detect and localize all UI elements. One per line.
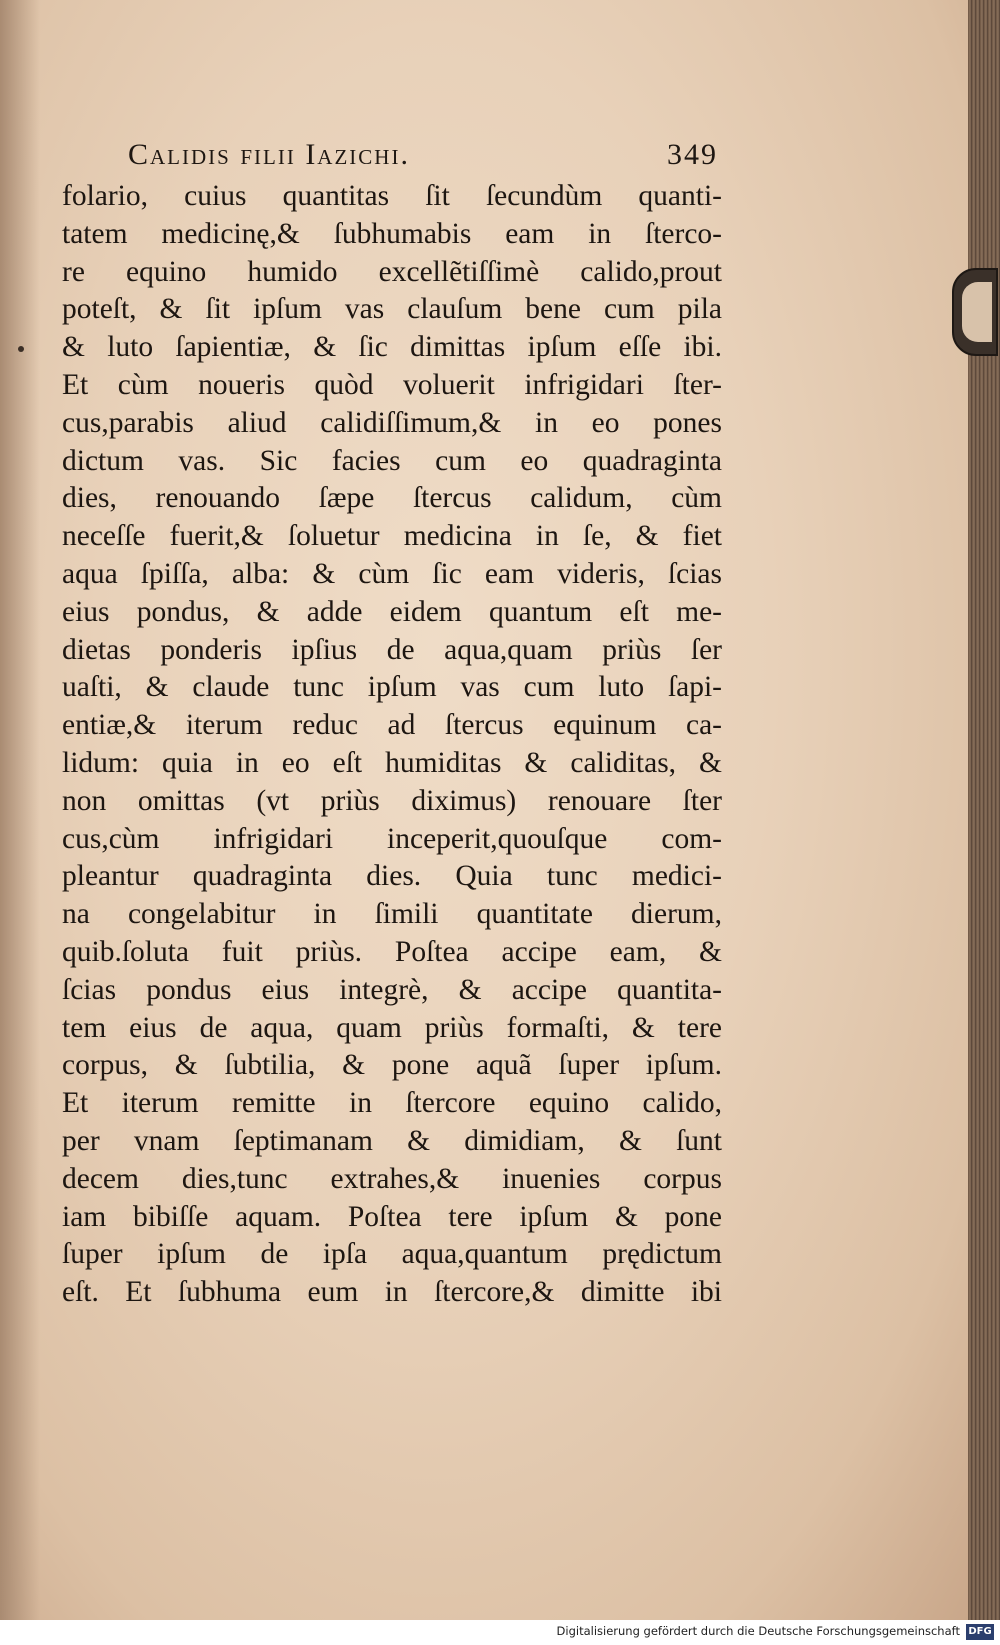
text-line: re equino humido excellẽtiſſimè calido,prout <box>62 255 722 288</box>
text-line: non omittas (vt priùs diximus) renouare ſter <box>62 784 722 817</box>
text-line: cus,cùm infrigidari inceperit,quouſque com- <box>62 822 722 855</box>
gutter-shadow <box>0 0 40 1620</box>
text-line: quib.ſoluta fuit priùs. Poſtea accipe eam, & <box>62 935 722 968</box>
text-line: na congelabitur in ſimili quantitate dierum, <box>62 898 722 931</box>
text-line: & luto ſapientiæ, & ſic dimittas ipſum eſſe ibi. <box>62 331 722 364</box>
text-line: corpus, & ſubtilia, & pone aquã ſuper ipſum. <box>62 1049 722 1082</box>
text-line: tatem medicinę,& ſubhumabis eam in ſterco- <box>62 217 722 250</box>
text-line: Et iterum remitte in ſtercore equino calido, <box>62 1087 722 1120</box>
text-line: iam bibiſſe aquam. Poſtea tere ipſum & pone <box>62 1200 722 1233</box>
text-line: pleantur quadraginta dies. Quia tunc medici- <box>62 860 722 893</box>
text-line: lidum: quia in eo eſt humiditas & caliditas, & <box>62 746 722 779</box>
text-line: uaſti, & claude tunc ipſum vas cum luto ſapi- <box>62 671 722 704</box>
text-line: neceſſe fuerit,& ſoluetur medicina in ſe, & fiet <box>62 520 722 553</box>
text-line: eius pondus, & adde eidem quantum eſt me- <box>62 595 722 628</box>
body-text <box>62 178 722 1312</box>
digitization-credit: Digitalisierung gefördert durch die Deutsche Forschungsgemeinschaft <box>556 1624 960 1638</box>
text-line: dictum vas. Sic facies cum eo quadraginta <box>62 444 722 477</box>
text-line: aqua ſpiſſa, alba: & cùm ſic eam videris, ſcias <box>62 557 722 590</box>
text-line: ſcias pondus eius integrè, & accipe quantita- <box>62 973 722 1006</box>
footer-bar <box>0 1620 1000 1645</box>
text-line: cus,parabis aliud calidiſſimum,& in eo pones <box>62 406 722 439</box>
text-line: folario, cuius quantitas ſit ſecundùm quanti- <box>62 180 722 212</box>
text-line: Et cùm noueris quòd voluerit infrigidari ſter- <box>62 368 722 401</box>
page-number: 349 <box>667 138 718 171</box>
text-line: tem eius de aqua, quam priùs formaſti, & tere <box>62 1011 722 1044</box>
running-head-title: Calidis filii Iazichi. <box>128 138 410 171</box>
margin-mark <box>18 346 24 352</box>
text-line: per vnam ſeptimanam & dimidiam, & ſunt <box>62 1124 722 1157</box>
book-clasp-icon <box>952 268 998 356</box>
text-line: entiæ,& iterum reduc ad ſtercus equinum ca- <box>62 709 722 742</box>
text-line: ſuper ipſum de ipſa aqua,quantum prędictum <box>62 1238 722 1271</box>
text-line: dietas ponderis ipſius de aqua,quam priùs ſer <box>62 633 722 666</box>
running-head <box>128 138 718 178</box>
text-line: dies, renouando ſæpe ſtercus calidum, cùm <box>62 482 722 515</box>
text-line: eſt. Et ſubhuma eum in ſtercore,& dimitte ibi <box>62 1276 722 1309</box>
page-edges <box>968 0 1000 1620</box>
text-line: decem dies,tunc extrahes,& inuenies corpus <box>62 1162 722 1195</box>
text-line: poteſt, & ſit ipſum vas clauſum bene cum pila <box>62 293 722 326</box>
dfg-logo: DFG <box>966 1624 994 1640</box>
